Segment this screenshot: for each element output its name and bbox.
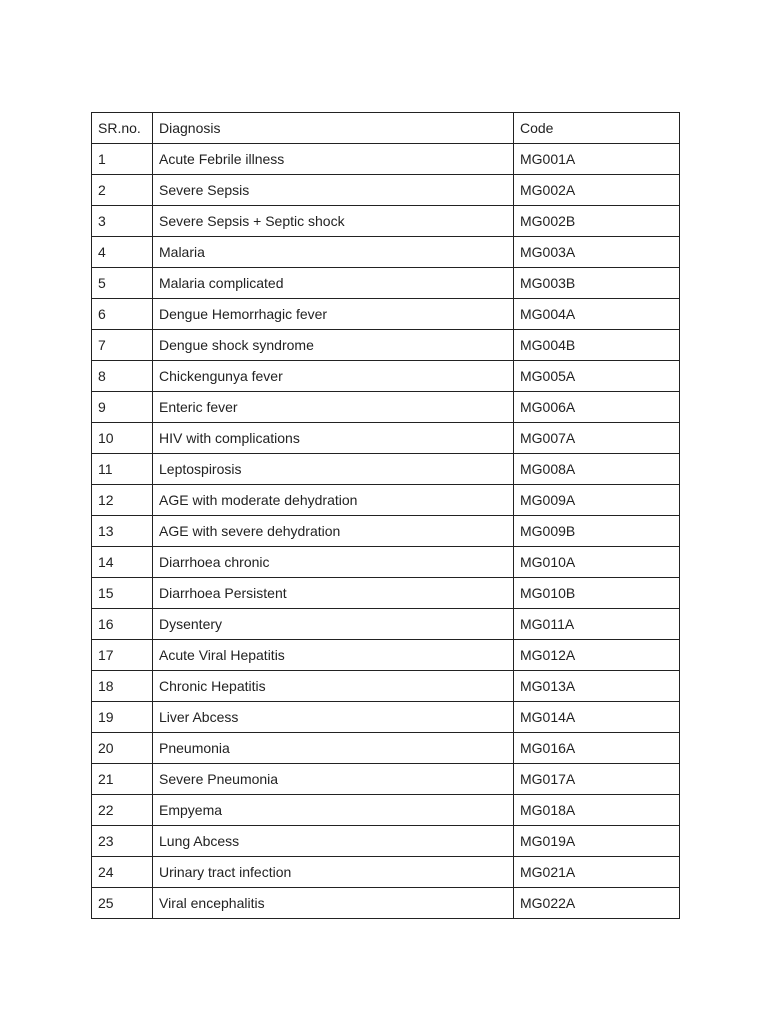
cell-code: MG019A bbox=[514, 826, 680, 857]
table-row bbox=[92, 423, 680, 454]
table-row bbox=[92, 485, 680, 516]
cell-sr-no: 17 bbox=[92, 640, 153, 671]
cell-diagnosis: AGE with severe dehydration bbox=[153, 516, 514, 547]
cell-sr-no: 11 bbox=[92, 454, 153, 485]
table-row bbox=[92, 888, 680, 919]
cell-sr-no: 23 bbox=[92, 826, 153, 857]
table-row bbox=[92, 826, 680, 857]
cell-code: MG008A bbox=[514, 454, 680, 485]
cell-diagnosis: Severe Sepsis bbox=[153, 175, 514, 206]
cell-sr-no: 9 bbox=[92, 392, 153, 423]
cell-sr-no: 22 bbox=[92, 795, 153, 826]
cell-diagnosis: Diarrhoea chronic bbox=[153, 547, 514, 578]
header-sr-no: SR.no. bbox=[92, 113, 153, 144]
cell-code: MG009A bbox=[514, 485, 680, 516]
cell-sr-no: 25 bbox=[92, 888, 153, 919]
cell-diagnosis: Lung Abcess bbox=[153, 826, 514, 857]
cell-sr-no: 6 bbox=[92, 299, 153, 330]
table-row bbox=[92, 268, 680, 299]
cell-code: MG014A bbox=[514, 702, 680, 733]
cell-diagnosis: Severe Pneumonia bbox=[153, 764, 514, 795]
table-row bbox=[92, 640, 680, 671]
table-row bbox=[92, 857, 680, 888]
cell-diagnosis: Acute Febrile illness bbox=[153, 144, 514, 175]
cell-diagnosis: AGE with moderate dehydration bbox=[153, 485, 514, 516]
header-diagnosis: Diagnosis bbox=[153, 113, 514, 144]
cell-diagnosis: Empyema bbox=[153, 795, 514, 826]
cell-code: MG011A bbox=[514, 609, 680, 640]
cell-diagnosis: Diarrhoea Persistent bbox=[153, 578, 514, 609]
table-row bbox=[92, 702, 680, 733]
cell-diagnosis: Chickengunya fever bbox=[153, 361, 514, 392]
table-row bbox=[92, 671, 680, 702]
cell-code: MG009B bbox=[514, 516, 680, 547]
cell-diagnosis: Leptospirosis bbox=[153, 454, 514, 485]
table-row bbox=[92, 547, 680, 578]
cell-diagnosis: Urinary tract infection bbox=[153, 857, 514, 888]
cell-sr-no: 20 bbox=[92, 733, 153, 764]
cell-code: MG002A bbox=[514, 175, 680, 206]
cell-diagnosis: Liver Abcess bbox=[153, 702, 514, 733]
cell-sr-no: 5 bbox=[92, 268, 153, 299]
table-header-row bbox=[92, 113, 680, 144]
table-row bbox=[92, 237, 680, 268]
cell-code: MG022A bbox=[514, 888, 680, 919]
cell-sr-no: 12 bbox=[92, 485, 153, 516]
cell-diagnosis: Dengue shock syndrome bbox=[153, 330, 514, 361]
cell-sr-no: 4 bbox=[92, 237, 153, 268]
cell-sr-no: 3 bbox=[92, 206, 153, 237]
table-row bbox=[92, 733, 680, 764]
cell-sr-no: 1 bbox=[92, 144, 153, 175]
cell-sr-no: 24 bbox=[92, 857, 153, 888]
table-row bbox=[92, 578, 680, 609]
cell-sr-no: 16 bbox=[92, 609, 153, 640]
cell-sr-no: 19 bbox=[92, 702, 153, 733]
cell-diagnosis: Malaria complicated bbox=[153, 268, 514, 299]
cell-code: MG003B bbox=[514, 268, 680, 299]
table-row bbox=[92, 299, 680, 330]
cell-code: MG001A bbox=[514, 144, 680, 175]
cell-diagnosis: Pneumonia bbox=[153, 733, 514, 764]
table-row bbox=[92, 764, 680, 795]
cell-diagnosis: Enteric fever bbox=[153, 392, 514, 423]
diagnosis-code-table bbox=[91, 112, 680, 919]
cell-code: MG007A bbox=[514, 423, 680, 454]
cell-sr-no: 7 bbox=[92, 330, 153, 361]
cell-code: MG016A bbox=[514, 733, 680, 764]
table-row bbox=[92, 454, 680, 485]
table-row bbox=[92, 516, 680, 547]
table-row bbox=[92, 361, 680, 392]
cell-sr-no: 21 bbox=[92, 764, 153, 795]
cell-code: MG012A bbox=[514, 640, 680, 671]
cell-code: MG004B bbox=[514, 330, 680, 361]
cell-sr-no: 10 bbox=[92, 423, 153, 454]
table-header bbox=[92, 113, 680, 144]
table-row bbox=[92, 392, 680, 423]
cell-diagnosis: Dysentery bbox=[153, 609, 514, 640]
cell-code: MG003A bbox=[514, 237, 680, 268]
cell-sr-no: 13 bbox=[92, 516, 153, 547]
cell-sr-no: 15 bbox=[92, 578, 153, 609]
cell-sr-no: 18 bbox=[92, 671, 153, 702]
cell-code: MG010B bbox=[514, 578, 680, 609]
cell-code: MG005A bbox=[514, 361, 680, 392]
cell-code: MG018A bbox=[514, 795, 680, 826]
cell-sr-no: 2 bbox=[92, 175, 153, 206]
table-body bbox=[92, 144, 680, 919]
table-row bbox=[92, 330, 680, 361]
cell-diagnosis: Malaria bbox=[153, 237, 514, 268]
cell-code: MG017A bbox=[514, 764, 680, 795]
table-row bbox=[92, 609, 680, 640]
cell-diagnosis: Severe Sepsis + Septic shock bbox=[153, 206, 514, 237]
cell-diagnosis: Acute Viral Hepatitis bbox=[153, 640, 514, 671]
cell-code: MG006A bbox=[514, 392, 680, 423]
cell-code: MG004A bbox=[514, 299, 680, 330]
cell-diagnosis: HIV with complications bbox=[153, 423, 514, 454]
cell-sr-no: 8 bbox=[92, 361, 153, 392]
cell-code: MG013A bbox=[514, 671, 680, 702]
header-code: Code bbox=[514, 113, 680, 144]
cell-diagnosis: Chronic Hepatitis bbox=[153, 671, 514, 702]
table-row bbox=[92, 206, 680, 237]
cell-code: MG021A bbox=[514, 857, 680, 888]
table-row bbox=[92, 795, 680, 826]
cell-code: MG010A bbox=[514, 547, 680, 578]
cell-diagnosis: Viral encephalitis bbox=[153, 888, 514, 919]
cell-diagnosis: Dengue Hemorrhagic fever bbox=[153, 299, 514, 330]
table-row bbox=[92, 175, 680, 206]
table-row bbox=[92, 144, 680, 175]
cell-code: MG002B bbox=[514, 206, 680, 237]
cell-sr-no: 14 bbox=[92, 547, 153, 578]
